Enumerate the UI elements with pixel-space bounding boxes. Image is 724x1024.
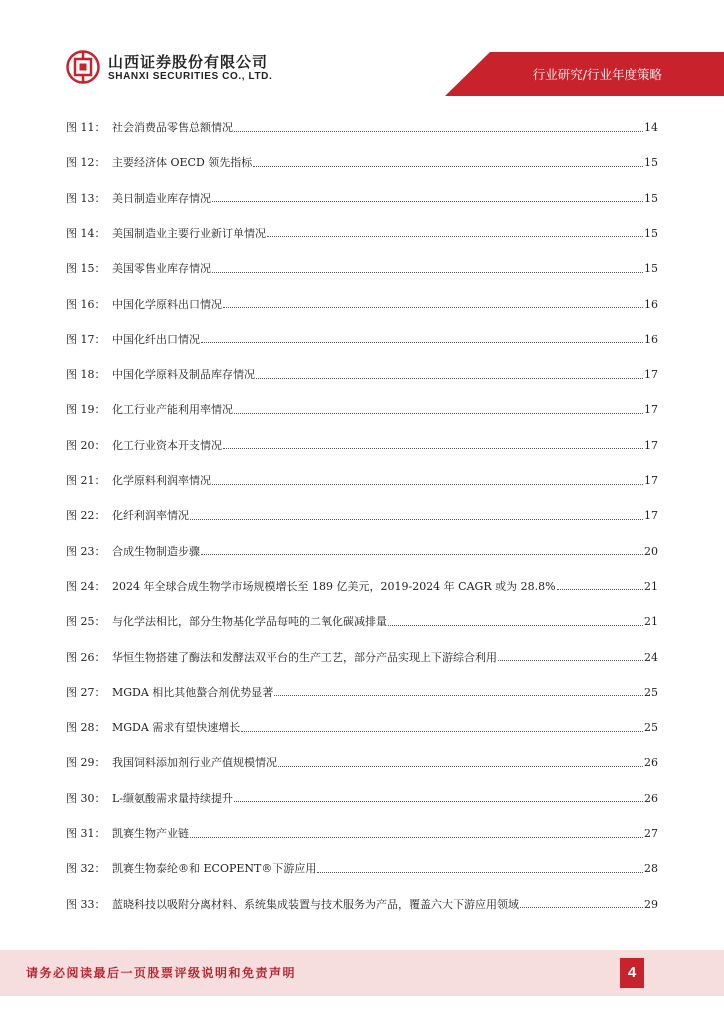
toc-entry[interactable] bbox=[66, 824, 658, 844]
toc-entry[interactable] bbox=[66, 400, 658, 420]
toc-figure-title: 美国制造业主要行业新订单情况 bbox=[112, 226, 266, 240]
toc-entry[interactable] bbox=[66, 577, 658, 597]
company-name-en: SHANXI SECURITIES CO., LTD. bbox=[108, 71, 273, 82]
toc-dot-leader bbox=[267, 236, 643, 237]
toc-figure-title: 化学原料利润率情况 bbox=[112, 474, 211, 487]
toc-dot-leader bbox=[520, 907, 643, 908]
toc-figure-title: 美日制造业库存情况 bbox=[112, 191, 211, 205]
toc-figure-label: 图 24： bbox=[66, 579, 106, 593]
toc-figure-title: 凯赛生物产业链 bbox=[112, 827, 189, 840]
toc-entry[interactable] bbox=[66, 683, 658, 703]
toc-figure-title: 化工行业产能利用率情况 bbox=[112, 403, 233, 417]
toc-entry[interactable] bbox=[66, 189, 658, 209]
toc-figure-label: 图 26： bbox=[66, 650, 106, 664]
toc-figure-label: 图 31： bbox=[66, 827, 106, 840]
toc-entry[interactable] bbox=[66, 471, 658, 491]
toc-dot-leader bbox=[201, 554, 643, 555]
toc-page-number: 26 bbox=[644, 756, 658, 770]
toc-figure-label: 图 33： bbox=[66, 897, 106, 911]
toc-page-number: 17 bbox=[644, 474, 658, 487]
toc-figure-label: 图 27： bbox=[66, 685, 106, 699]
toc-figure-label: 图 12： bbox=[66, 156, 106, 170]
toc-figure-label: 图 17： bbox=[66, 332, 106, 346]
disclaimer-note: 请务必阅读最后一页股票评级说明和免责声明 bbox=[26, 966, 297, 980]
toc-dot-leader bbox=[201, 342, 643, 343]
toc-dot-leader bbox=[212, 484, 643, 485]
toc-entry[interactable] bbox=[66, 506, 658, 526]
toc-entry[interactable] bbox=[66, 753, 658, 773]
toc-page-number: 29 bbox=[644, 897, 658, 911]
toc-page-number: 17 bbox=[644, 368, 658, 382]
toc-entry[interactable] bbox=[66, 224, 658, 244]
toc-entry[interactable] bbox=[66, 718, 658, 738]
toc-page-number: 16 bbox=[644, 332, 658, 346]
toc-entry[interactable] bbox=[66, 153, 658, 173]
toc-figure-title: 合成生物制造步骤 bbox=[112, 544, 200, 558]
toc-entry[interactable] bbox=[66, 295, 658, 315]
toc-entry[interactable] bbox=[66, 648, 658, 668]
toc-figure-title: 化工行业资本开支情况 bbox=[112, 438, 222, 452]
toc-figure-label: 图 18： bbox=[66, 368, 106, 382]
toc-figure-title: 2024 年全球合成生物学市场规模增长至 189 亿美元，2019-2024 年 CAGR 或为 28.8% bbox=[112, 579, 556, 593]
toc-entry[interactable] bbox=[66, 789, 658, 809]
toc-figure-label: 图 16： bbox=[66, 297, 106, 311]
toc-page-number: 15 bbox=[644, 156, 658, 170]
toc-dot-leader bbox=[317, 872, 643, 873]
toc-page-number: 25 bbox=[644, 685, 658, 699]
toc-dot-leader bbox=[212, 272, 643, 273]
toc-figure-label: 图 20： bbox=[66, 438, 106, 452]
toc-page-number: 20 bbox=[644, 544, 658, 558]
toc-figure-title: 主要经济体 OECD 领先指标 bbox=[112, 156, 253, 170]
toc-figure-label: 图 21： bbox=[66, 474, 106, 487]
toc-dot-leader bbox=[234, 131, 643, 132]
toc-dot-leader bbox=[223, 307, 643, 308]
toc-figure-title: 蓝晓科技以吸附分离材料、系统集成装置与技术服务为产品，覆盖六大下游应用领域 bbox=[112, 897, 519, 911]
page-number-badge: 4 bbox=[620, 958, 644, 988]
company-name-cn: 山西证券股份有限公司 bbox=[108, 53, 269, 71]
shanxi-securities-logo-icon bbox=[66, 50, 100, 84]
toc-page-number: 14 bbox=[644, 121, 658, 134]
toc-page-number: 28 bbox=[644, 862, 658, 876]
toc-entry[interactable] bbox=[66, 859, 658, 879]
toc-page-number: 15 bbox=[644, 262, 658, 276]
toc-figure-label: 图 13： bbox=[66, 191, 106, 205]
toc-dot-leader bbox=[223, 448, 643, 449]
toc-figure-label: 图 22： bbox=[66, 509, 106, 523]
report-type-label: 行业研究/行业年度策略 bbox=[532, 67, 662, 82]
toc-page-number: 21 bbox=[644, 579, 658, 593]
toc-entry[interactable] bbox=[66, 612, 658, 632]
toc-dot-leader bbox=[256, 378, 643, 379]
toc-dot-leader bbox=[557, 589, 643, 590]
toc-entry[interactable] bbox=[66, 365, 658, 385]
toc-figure-label: 图 23： bbox=[66, 544, 106, 558]
toc-figure-title: 社会消费品零售总额情况 bbox=[112, 121, 233, 134]
toc-figure-title: 华恒生物搭建了酶法和发酵法双平台的生产工艺，部分产品实现上下游综合利用 bbox=[112, 650, 497, 664]
page-footer bbox=[0, 950, 724, 996]
toc-figure-label: 图 32： bbox=[66, 862, 106, 876]
toc-figure-title: MGDA 需求有望快速增长 bbox=[112, 721, 241, 735]
toc-figure-label: 图 19： bbox=[66, 403, 106, 417]
toc-page-number: 17 bbox=[644, 438, 658, 452]
toc-dot-leader bbox=[388, 625, 643, 626]
toc-dot-leader bbox=[498, 660, 643, 661]
toc-page-number: 15 bbox=[644, 191, 658, 205]
toc-dot-leader bbox=[241, 731, 643, 732]
toc-figure-label: 图 15： bbox=[66, 262, 106, 276]
toc-figure-label: 图 25： bbox=[66, 615, 106, 629]
toc-page-number: 16 bbox=[644, 297, 658, 311]
toc-dot-leader bbox=[278, 766, 643, 767]
toc-page-number: 27 bbox=[644, 827, 658, 840]
toc-figure-title: L-缬氨酸需求量持续提升 bbox=[112, 791, 234, 805]
toc-figure-label: 图 14： bbox=[66, 226, 106, 240]
toc-dot-leader bbox=[190, 519, 643, 520]
toc-figure-title: 与化学法相比，部分生物基化学品每吨的二氧化碳减排量 bbox=[112, 615, 387, 629]
toc-entry[interactable] bbox=[66, 118, 658, 138]
toc-page-number: 26 bbox=[644, 791, 658, 805]
toc-entry[interactable] bbox=[66, 436, 658, 456]
toc-dot-leader bbox=[190, 837, 643, 838]
toc-dot-leader bbox=[274, 695, 643, 696]
toc-entry[interactable] bbox=[66, 259, 658, 279]
toc-dot-leader bbox=[212, 201, 643, 202]
toc-figure-title: 化纤利润率情况 bbox=[112, 509, 189, 523]
toc-figure-title: 我国饲料添加剂行业产值规模情况 bbox=[112, 756, 277, 770]
toc-figure-title: MGDA 相比其他螯合剂优势显著 bbox=[112, 685, 274, 699]
page-header bbox=[0, 0, 724, 96]
toc-figure-label: 图 11： bbox=[66, 121, 106, 134]
toc-figure-title: 凯赛生物泰纶®和 ECOPENT®下游应用 bbox=[112, 862, 317, 876]
toc-figure-title: 中国化学原料及制品库存情况 bbox=[112, 368, 255, 382]
toc-dot-leader bbox=[234, 801, 643, 802]
toc-page-number: 21 bbox=[644, 615, 658, 629]
toc-page-number: 17 bbox=[644, 403, 658, 417]
toc-entry[interactable] bbox=[66, 542, 658, 562]
toc-dot-leader bbox=[253, 166, 643, 167]
toc-dot-leader bbox=[234, 413, 643, 414]
toc-figure-label: 图 29： bbox=[66, 756, 106, 770]
toc-figure-title: 中国化纤出口情况 bbox=[112, 332, 200, 346]
toc-figure-title: 美国零售业库存情况 bbox=[112, 262, 211, 276]
toc-page-number: 17 bbox=[644, 509, 658, 523]
toc-figure-label: 图 28： bbox=[66, 721, 106, 735]
toc-page-number: 15 bbox=[644, 226, 658, 240]
toc-page-number: 24 bbox=[644, 650, 658, 664]
toc-figure-label: 图 30： bbox=[66, 791, 106, 805]
toc-page-number: 25 bbox=[644, 721, 658, 735]
toc-entry[interactable] bbox=[66, 330, 658, 350]
toc-figure-title: 中国化学原料出口情况 bbox=[112, 297, 222, 311]
toc-entry[interactable] bbox=[66, 895, 658, 915]
